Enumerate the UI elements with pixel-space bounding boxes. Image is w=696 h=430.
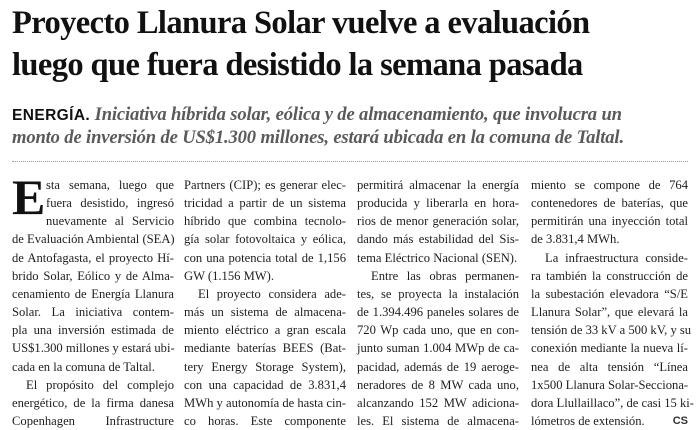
body-line: 720 Wp cada uno, que en con- [357, 323, 519, 338]
body-line: de Antofagasta, el proyecto Hí- [12, 250, 174, 265]
body-column-1 [12, 169, 175, 430]
body-line: dando más estabilidad del Sis- [357, 232, 519, 247]
body-line: co horas. Este componente [184, 414, 346, 429]
body-line: MWh y autonomía de hasta cin- [184, 395, 346, 410]
body-line: les. El sistema de almacena- [357, 414, 519, 429]
body-line: con una capacidad de 3.831,4 [184, 377, 346, 392]
body-line: Llanura Solar”, que elevará la [531, 305, 688, 320]
body-line: la subestación elevadora “S/E [531, 286, 688, 301]
lead-line-2: monto de inversión de US$1.300 millones, estará ubicada en la comuna de Taltal. [12, 127, 624, 148]
lead-paragraph [12, 103, 692, 149]
body-line: alcanzando 152 MW adiciona- [357, 395, 519, 410]
body-line [531, 412, 688, 430]
body-line: cada en la comuna de Taltal. [12, 359, 155, 374]
headline-line-1: Proyecto Llanura Solar vuelve a evaluación [12, 5, 590, 41]
body-line: sta semana, luego que [46, 178, 174, 192]
body-line: más un sistema de almacena- [184, 305, 346, 320]
body-line: Partners (CIP); es generar elec- [184, 178, 346, 192]
body-line: US$1.300 millones y estará ubi- [12, 341, 175, 356]
body-line: miento eléctrico a gran escala [184, 323, 346, 338]
body-line: tery Energy Storage System), [184, 359, 346, 374]
body-line: Copenhagen Infrastructure [12, 414, 174, 429]
body-line: Solar. La iniciativa contem- [12, 305, 174, 320]
body-line: de Evaluación Ambiental (SEA) [12, 232, 175, 247]
body-line: tricidad a partir de un sistema [184, 196, 346, 211]
body-line: nuevamente al Servicio [46, 214, 174, 229]
body-line: mediante baterías BEES (Bat- [184, 341, 346, 356]
body-line: nea de alta tensión “Línea [531, 359, 688, 374]
body-line: neradores de 8 MW cada uno, [357, 377, 519, 392]
body-line: junto suman 1.004 MWp de ca- [357, 341, 519, 356]
body-line: tema Eléctrico Nacional (SEN). [357, 250, 518, 265]
body-line: La infraestructura conside- [545, 250, 688, 265]
body-line: de 3.831,4 MWh. [531, 232, 620, 247]
headline [12, 2, 692, 86]
headline-line-2: luego que fuera desistido la semana pasada [12, 47, 583, 83]
body-line: 1x500 Llanura Solar-Secciona- [531, 377, 689, 392]
body-line: tes, se proyecta la instalación [357, 286, 519, 301]
body-line: brido Solar, Eólico y de Alma- [12, 268, 174, 283]
body-line: dora Llullaillaco”, de casi 15 ki- [531, 395, 694, 410]
body-line: cenamiento de Energía Llanura [12, 286, 174, 301]
body-line: con una potencia total de 1,156 [184, 250, 346, 265]
dropcap: E [12, 169, 46, 225]
body-line: permitirá almacenar la energía [357, 178, 519, 192]
body-line: GW (1.156 MW). [184, 268, 275, 283]
body-line: híbrido que combina tecnolo- [184, 214, 346, 229]
body-line: El propósito del complejo [26, 377, 174, 392]
body-line: rios de menor generación solar, [357, 214, 519, 229]
body-line: Entre las obras permanen- [371, 268, 519, 283]
body-line: El proyecto considera ade- [198, 286, 346, 301]
body-line: fuera desistido, ingresó [46, 196, 174, 211]
body-line: pla una inversión estimada de [12, 323, 174, 338]
body-column-4 [531, 176, 694, 430]
lead-line-1: Iniciativa híbrida solar, eólica y de almacenamiento, que involucra un [94, 104, 622, 125]
body-line: permitirán una inyección total [531, 214, 688, 229]
body-line: tensión de 33 kV a 500 kV, y su [531, 323, 692, 338]
body-line: de 1.394.496 paneles solares de [357, 305, 519, 320]
body-line: miento se compone de 764 [531, 178, 688, 192]
body-line: energético, de la firma danesa [12, 395, 174, 410]
body-line: conexión mediante la nueva lí- [531, 341, 688, 356]
body-column-2 [184, 176, 346, 430]
body-line: ra también la construcción de [531, 268, 688, 283]
body-column-3 [357, 176, 519, 430]
body-line-text: lómetros de extensión. [531, 414, 645, 429]
end-mark: CS [672, 415, 688, 428]
divider [12, 161, 688, 162]
section-label: ENERGÍA. [12, 107, 91, 124]
body-line: pacidad, además de 19 aeroge- [357, 359, 519, 374]
body-line: producida y liberarla en hora- [357, 196, 519, 211]
body-line: contenedores de baterías, que [531, 196, 688, 211]
body-line: gía solar fotovoltaica y eólica, [184, 232, 346, 247]
